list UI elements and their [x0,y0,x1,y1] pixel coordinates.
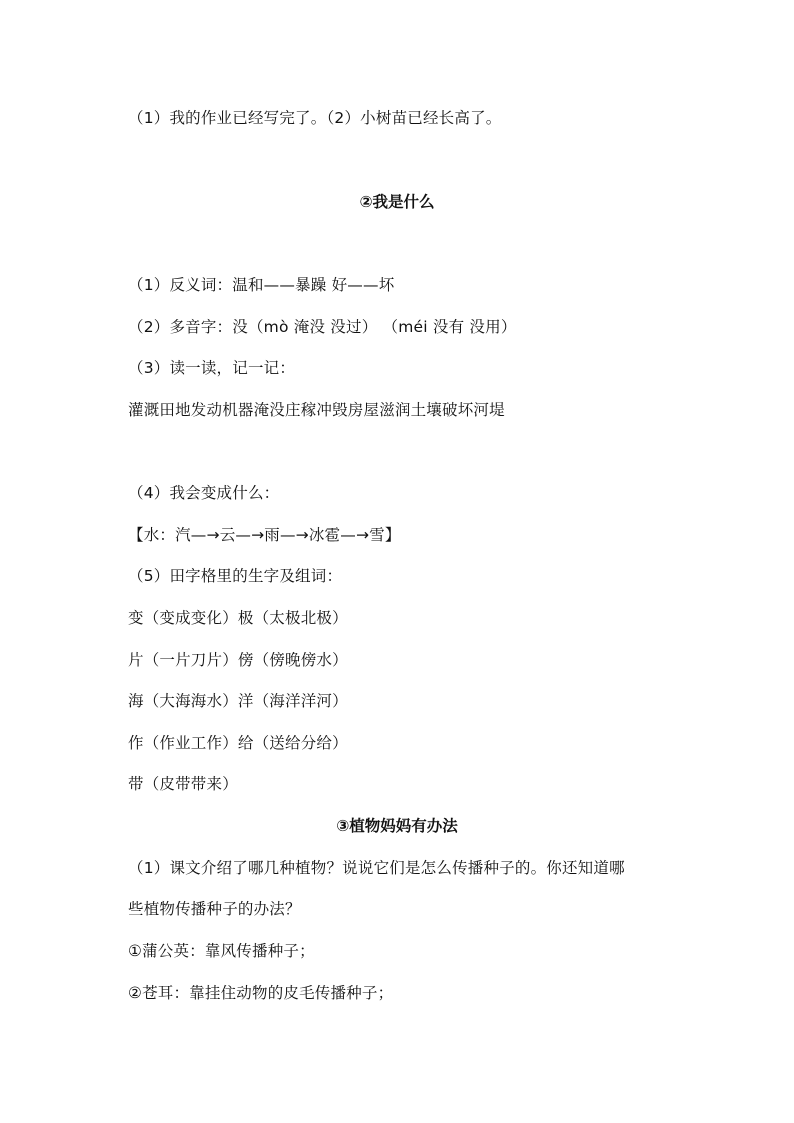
section-heading-3: ③植物妈妈有办法 [336,817,458,835]
vocab-question: （5）田字格里的生字及组词： [128,567,343,585]
vocab-line-1: 变（变成变化）极（太极北极） [128,609,348,627]
transform-question: （4）我会变成什么： [128,484,280,502]
water-chain: 【水：汽—→云—→雨—→冰雹—→雪】 [128,526,401,544]
plants-question-line-1: （1）课文介绍了哪几种植物？说说它们是怎么传播种子的。你还知道哪 [128,859,625,877]
phrases-line: 灌溉田地发动机器淹没庄稼冲毁房屋滋润土壤破坏河堤 [128,401,505,419]
plants-answer-2: ②苍耳：靠挂住动物的皮毛传播种子； [128,984,394,1002]
sentence-answers: （1）我的作业已经写完了。（2）小树苗已经长高了。 [128,109,502,127]
vocab-line-4: 作（作业工作）给（送给分给） [128,734,348,752]
read-remember-line: （3）读一读，记一记： [128,359,296,377]
vocab-line-2: 片（一片刀片）傍（傍晚傍水） [128,651,348,669]
antonyms-line: （1）反义词：温和——暴躁 好——坏 [128,276,395,294]
vocab-line-5: 带（皮带带来） [128,775,238,793]
vocab-line-3: 海（大海海水）洋（海洋洋河） [128,692,348,710]
polyphone-line: （2）多音字：没（mò 淹没 没过） （méi 没有 没用） [128,318,517,336]
section-heading-2: ②我是什么 [359,193,435,211]
plants-question-line-2: 些植物传播种子的办法？ [128,900,301,918]
plants-answer-1: ①蒲公英：靠风传播种子； [128,942,315,960]
